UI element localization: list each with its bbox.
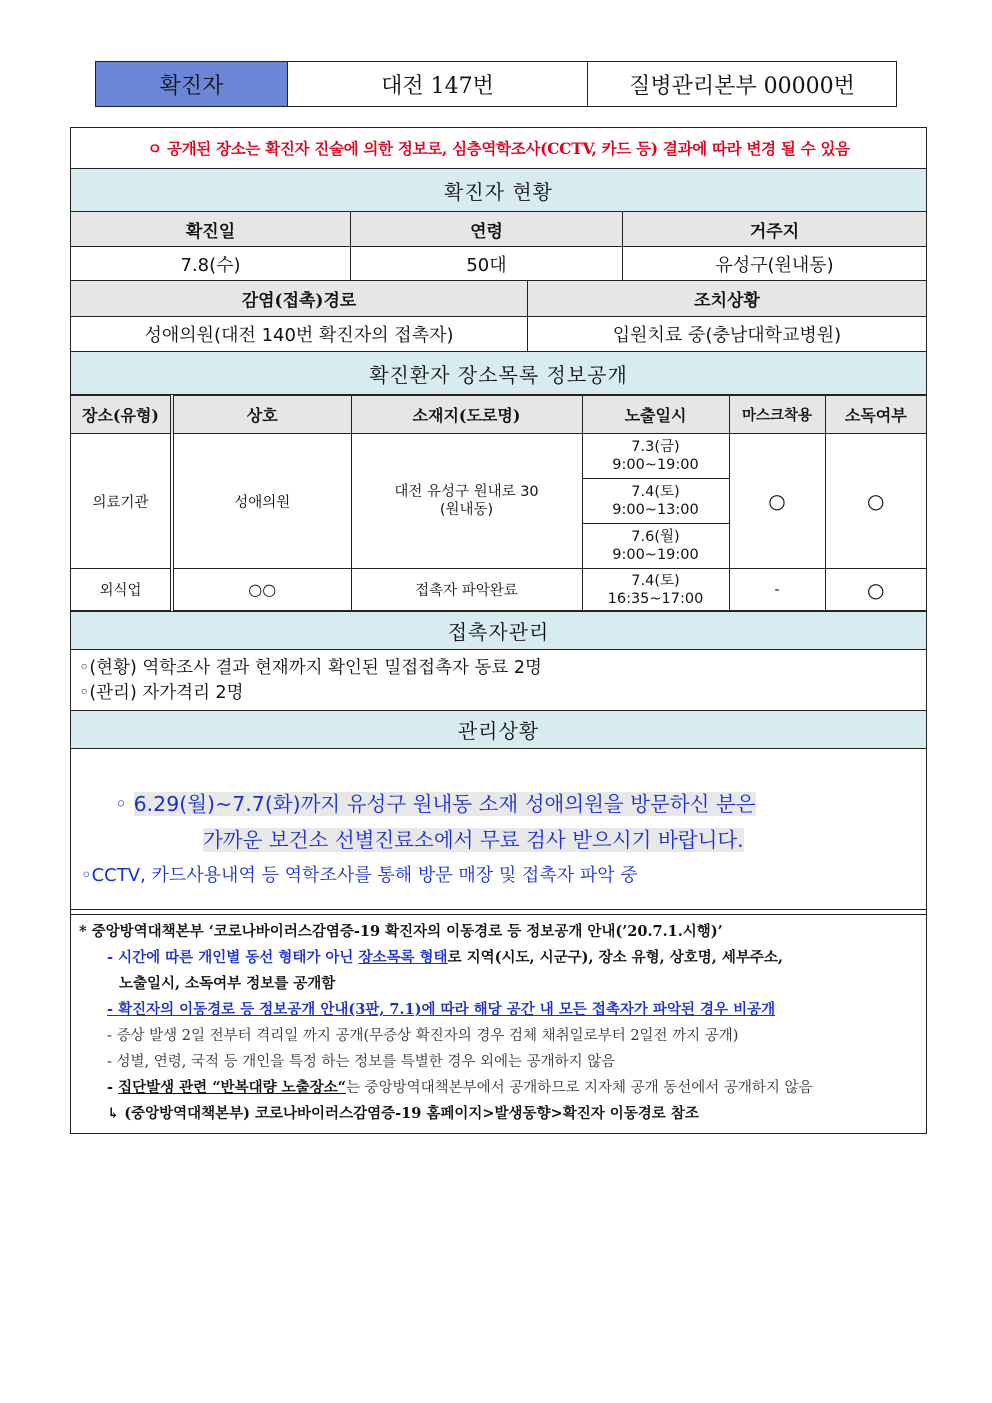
management-line3: ◦CCTV, 카드사용내역 등 역학조사를 통해 방문 매장 및 접촉자 파악 중	[81, 865, 638, 886]
management-line1	[115, 787, 756, 817]
action-value: 입원치료 중(충남대학교병원)	[612, 325, 842, 346]
age-label: 연령	[351, 212, 623, 246]
status-value-row	[71, 247, 926, 281]
exposure-date: 7.6(월)	[631, 529, 680, 545]
exposure-time	[582, 524, 729, 569]
restaurant-address: 접촉자 파악완료	[351, 569, 582, 611]
col-disinfect: 소독여부	[825, 396, 926, 434]
management-line1-text: 6.29(월)~7.7(화)까지 유성구 원내동 소재 성애의원을 방문하신 분은	[133, 792, 756, 816]
footer-line2: - 확진자의 이동경로 등 정보공개 안내(3판, 7.1)에 따라 해당 공간 내 모든 접촉자가 파악된 경우 비공개	[107, 1001, 776, 1018]
restaurant-mask: -	[729, 569, 825, 611]
places-section-title: 확진환자 장소목록 정보공개	[71, 352, 926, 395]
hospital-address	[351, 434, 582, 569]
places-header-row	[71, 396, 926, 434]
restaurant-type: 외식업	[71, 569, 172, 611]
case-info-table	[70, 127, 927, 1134]
route-value: 성애의원(대전 140번 확진자의 접촉자)	[71, 317, 528, 351]
exposure-date: 7.4(토)	[631, 484, 680, 500]
management-section-title: 관리상황	[71, 711, 926, 749]
footer-line1-b: 장소목록 형태	[358, 949, 448, 966]
footer-line5	[79, 1075, 918, 1101]
management-line2-text: 가까운 보건소 선별진료소에서 무료 검사 받으시기 바랍니다.	[203, 828, 744, 852]
footer-title: * 중앙방역대책본부 ‘코로나바이러스감염증-19 확진자의 이동경로 등 정보공개 안내(’20.7.1.시행)’	[79, 923, 723, 940]
management-line2	[203, 823, 744, 853]
footer-line1	[79, 945, 918, 971]
exposure-time	[582, 569, 729, 611]
hospital-disinfect: ○	[825, 434, 926, 569]
footer-notes	[71, 914, 926, 1133]
confirm-date-value: 7.8(수)	[71, 247, 351, 280]
col-mask: 마스크착용	[729, 396, 825, 434]
footer-line5-a: -	[107, 1079, 119, 1096]
col-name: 상호	[172, 396, 351, 434]
management-body	[71, 749, 926, 910]
footer-line5-b: 집단발생 관련 “반복대량 노출장소“	[118, 1079, 346, 1096]
route-value-row	[71, 317, 926, 352]
route-label: 감염(접촉)경로	[71, 281, 528, 316]
exposure-date: 7.4(토)	[631, 572, 680, 589]
footer-line1-cont: 노출일시, 소독여부 정보를 공개함	[119, 975, 336, 992]
bullet: ◦	[115, 792, 134, 816]
places-table	[71, 395, 926, 611]
residence-label: 거주지	[623, 212, 926, 246]
contacts-body	[71, 650, 926, 711]
case-label: 확진자	[96, 62, 288, 106]
exposure-time	[582, 479, 729, 524]
hospital-address-line2: (원내동)	[439, 502, 494, 518]
exposure-time	[582, 434, 729, 479]
exposure-hours: 9:00~19:00	[612, 547, 699, 563]
route-label-row	[71, 281, 926, 317]
table-row	[71, 434, 926, 479]
disclosure-notice: ㅇ 공개된 장소는 확진자 진술에 의한 정보로, 심층역학조사(CCTV, 카드 등) 결과에 따라 변경 될 수 있음	[71, 128, 926, 169]
exposure-hours: 9:00~13:00	[612, 502, 699, 518]
residence-value: 유성구(원내동)	[715, 254, 834, 276]
hospital-type: 의료기관	[71, 434, 172, 569]
case-number: 대전 147번	[288, 62, 588, 106]
col-address: 소재지(도로명)	[351, 396, 582, 434]
footer-line1-a: - 시간에 따른 개인별 동선 형태가 아닌	[107, 949, 359, 966]
status-label-row	[71, 212, 926, 247]
exposure-hours: 16:35~17:00	[607, 590, 704, 607]
footer-line4: - 성별, 연령, 국적 등 개인을 특정 하는 정보를 특별한 경우 외에는 공개하지 않음	[107, 1054, 616, 1070]
restaurant-disinfect: ○	[825, 569, 926, 611]
contacts-status: ◦(현황) 역학조사 결과 현재까지 확인된 밀접접촉자 동료 2명	[79, 658, 542, 678]
footer-line3: - 증상 발생 2일 전부터 격리일 까지 공개(무증상 확진자의 경우 검체 채취일로부터 2일전 까지 공개)	[107, 1028, 739, 1044]
action-label: 조치상황	[528, 281, 926, 316]
col-exposure: 노출일시	[582, 396, 729, 434]
kdca-number: 질병관리본부 00000번	[629, 73, 855, 99]
status-section-title: 확진자 현황	[71, 169, 926, 212]
confirm-date-label: 확진일	[71, 212, 351, 246]
hospital-address-line1: 대전 유성구 원내로 30	[394, 484, 539, 500]
table-row	[71, 569, 926, 611]
col-type: 장소(유형)	[71, 396, 172, 434]
hospital-mask: ○	[729, 434, 825, 569]
exposure-hours: 9:00~19:00	[612, 457, 699, 473]
exposure-date: 7.3(금)	[631, 439, 680, 455]
hospital-name: 성애의원	[172, 434, 351, 569]
contacts-section-title: 접촉자관리	[71, 611, 926, 650]
restaurant-name: ○○	[172, 569, 351, 611]
age-value: 50대	[351, 247, 623, 280]
case-header	[95, 61, 897, 107]
contacts-management: ◦(관리) 자가격리 2명	[79, 683, 244, 703]
footer-line1-c: 로 지역(시도, 시군구), 장소 유형, 상호명, 세부주소,	[447, 949, 783, 966]
footer-line6: ↳ (중앙방역대책본부) 코로나바이러스감염증-19 홈페이지>발생동향>확진자 이동경로 참조	[107, 1105, 699, 1122]
footer-line5-c: 는 중앙방역대책본부에서 공개하므로 지자체 공개 동선에서 공개하지 않음	[346, 1080, 813, 1096]
